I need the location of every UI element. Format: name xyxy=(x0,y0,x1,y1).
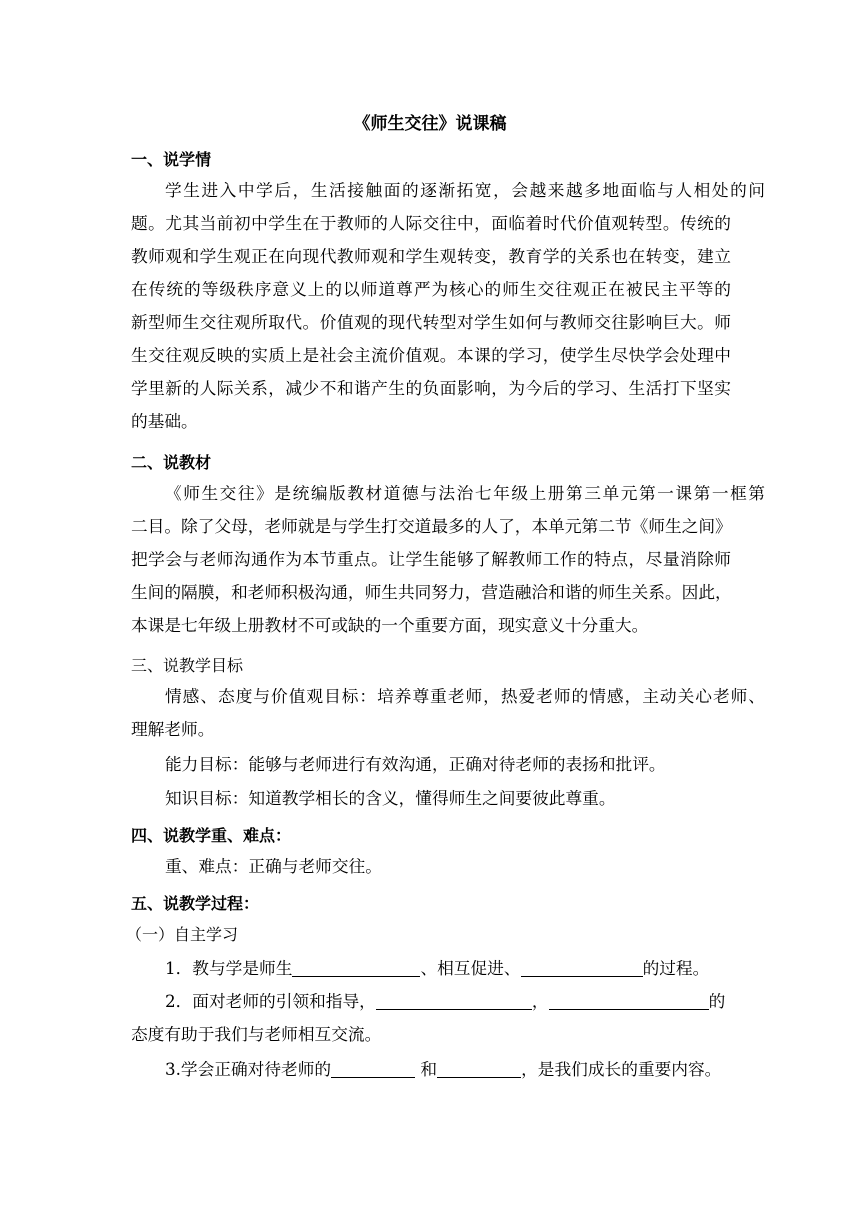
question-1 xyxy=(131,956,765,980)
question-text: ，是我们成长的重要内容。 xyxy=(521,1059,722,1079)
paragraph-line: 能力目标：能够与老师进行有效沟通，正确对待老师的表扬和批评。 xyxy=(165,754,666,774)
document-title: 《师生交往》说课稿 xyxy=(353,114,507,134)
answer-blank[interactable] xyxy=(292,960,420,977)
paragraph-line: 在传统的等级秩序意义上的以师道尊严为核心的师生交往观正在被民主平等的 xyxy=(131,279,731,299)
paragraph-line: 知识目标：知道教学相长的含义，懂得师生之间要彼此尊重。 xyxy=(165,788,616,808)
paragraph-line: 理解老师。 xyxy=(131,719,215,739)
paragraph-line: 生交往观反映的实质上是社会主流价值观。本课的学习，使学生尽快学会处理中 xyxy=(131,345,731,365)
question-text: 、相互促进、 xyxy=(420,958,521,978)
answer-blank[interactable] xyxy=(376,993,532,1010)
paragraph-line: 的基础。 xyxy=(131,411,198,431)
question-text: 和 xyxy=(415,1059,438,1079)
section-heading-learner-analysis: 一、说学情 xyxy=(131,150,212,169)
paragraph-line: 学里新的人际关系，减少不和谐产生的负面影响，为今后的学习、生活打下坚实 xyxy=(131,378,731,398)
paragraph-line: 情感、态度与价值观目标：培养尊重老师，热爱老师的情感，主动关心老师、 xyxy=(165,686,765,706)
answer-blank[interactable] xyxy=(437,1061,521,1078)
question-text: 的 xyxy=(708,991,726,1011)
paragraph-line: 教师观和学生观正在向现代教师观和学生观转变，教育学的关系也在转变，建立 xyxy=(131,246,731,266)
section-heading-textbook: 二、说教材 xyxy=(131,453,212,472)
paragraph-line: 《师生交往》是统编版教材道德与法治七年级上册第三单元第一课第一框第 xyxy=(165,483,765,503)
question-text: 2．面对老师的引领和指导， xyxy=(165,991,376,1011)
answer-blank[interactable] xyxy=(331,1061,415,1078)
question-text: ， xyxy=(531,991,549,1011)
question-2-continued: 态度有助于我们与老师相互交流。 xyxy=(131,1024,382,1044)
question-text: 3.学会正确对待老师的 xyxy=(165,1059,332,1079)
paragraph-line: 本课是七年级上册教材不可或缺的一个重要方面，现实意义十分重大。 xyxy=(131,615,649,635)
section-heading-objectives: 三、说教学目标 xyxy=(131,656,244,675)
answer-blank[interactable] xyxy=(521,960,643,977)
paragraph-line: 新型师生交往观所取代。价值观的现代转型对学生如何与教师交往影响巨大。师 xyxy=(131,312,731,332)
subheading-self-study: （一）自主学习 xyxy=(126,925,239,944)
paragraph-line: 重、难点：正确与老师交往。 xyxy=(165,856,382,876)
paragraph-line: 二目。除了父母，老师就是与学生打交道最多的人了，本单元第二节《师生之间》 xyxy=(131,516,732,536)
section-heading-key-points: 四、说教学重、难点： xyxy=(131,826,292,845)
paragraph-line: 把学会与老师沟通作为本节重点。让学生能够了解教师工作的特点，尽量消除师 xyxy=(131,549,731,569)
paragraph-line: 生间的隔膜，和老师积极沟通，师生共同努力，营造融洽和谐的师生关系。因此， xyxy=(131,582,732,602)
paragraph-line: 学生进入中学后，生活接触面的逐渐拓宽，会越来越多地面临与人相处的问 xyxy=(165,180,765,200)
question-2 xyxy=(131,989,765,1013)
question-text: 1．教与学是师生 xyxy=(165,958,293,978)
question-text: 的过程。 xyxy=(642,958,710,978)
paragraph-line: 题。尤其当前初中学生在于教师的人际交往中，面临着时代价值观转型。传统的 xyxy=(131,213,731,233)
section-heading-process: 五、说教学过程： xyxy=(131,894,260,913)
answer-blank[interactable] xyxy=(549,993,709,1010)
question-3 xyxy=(131,1057,765,1081)
